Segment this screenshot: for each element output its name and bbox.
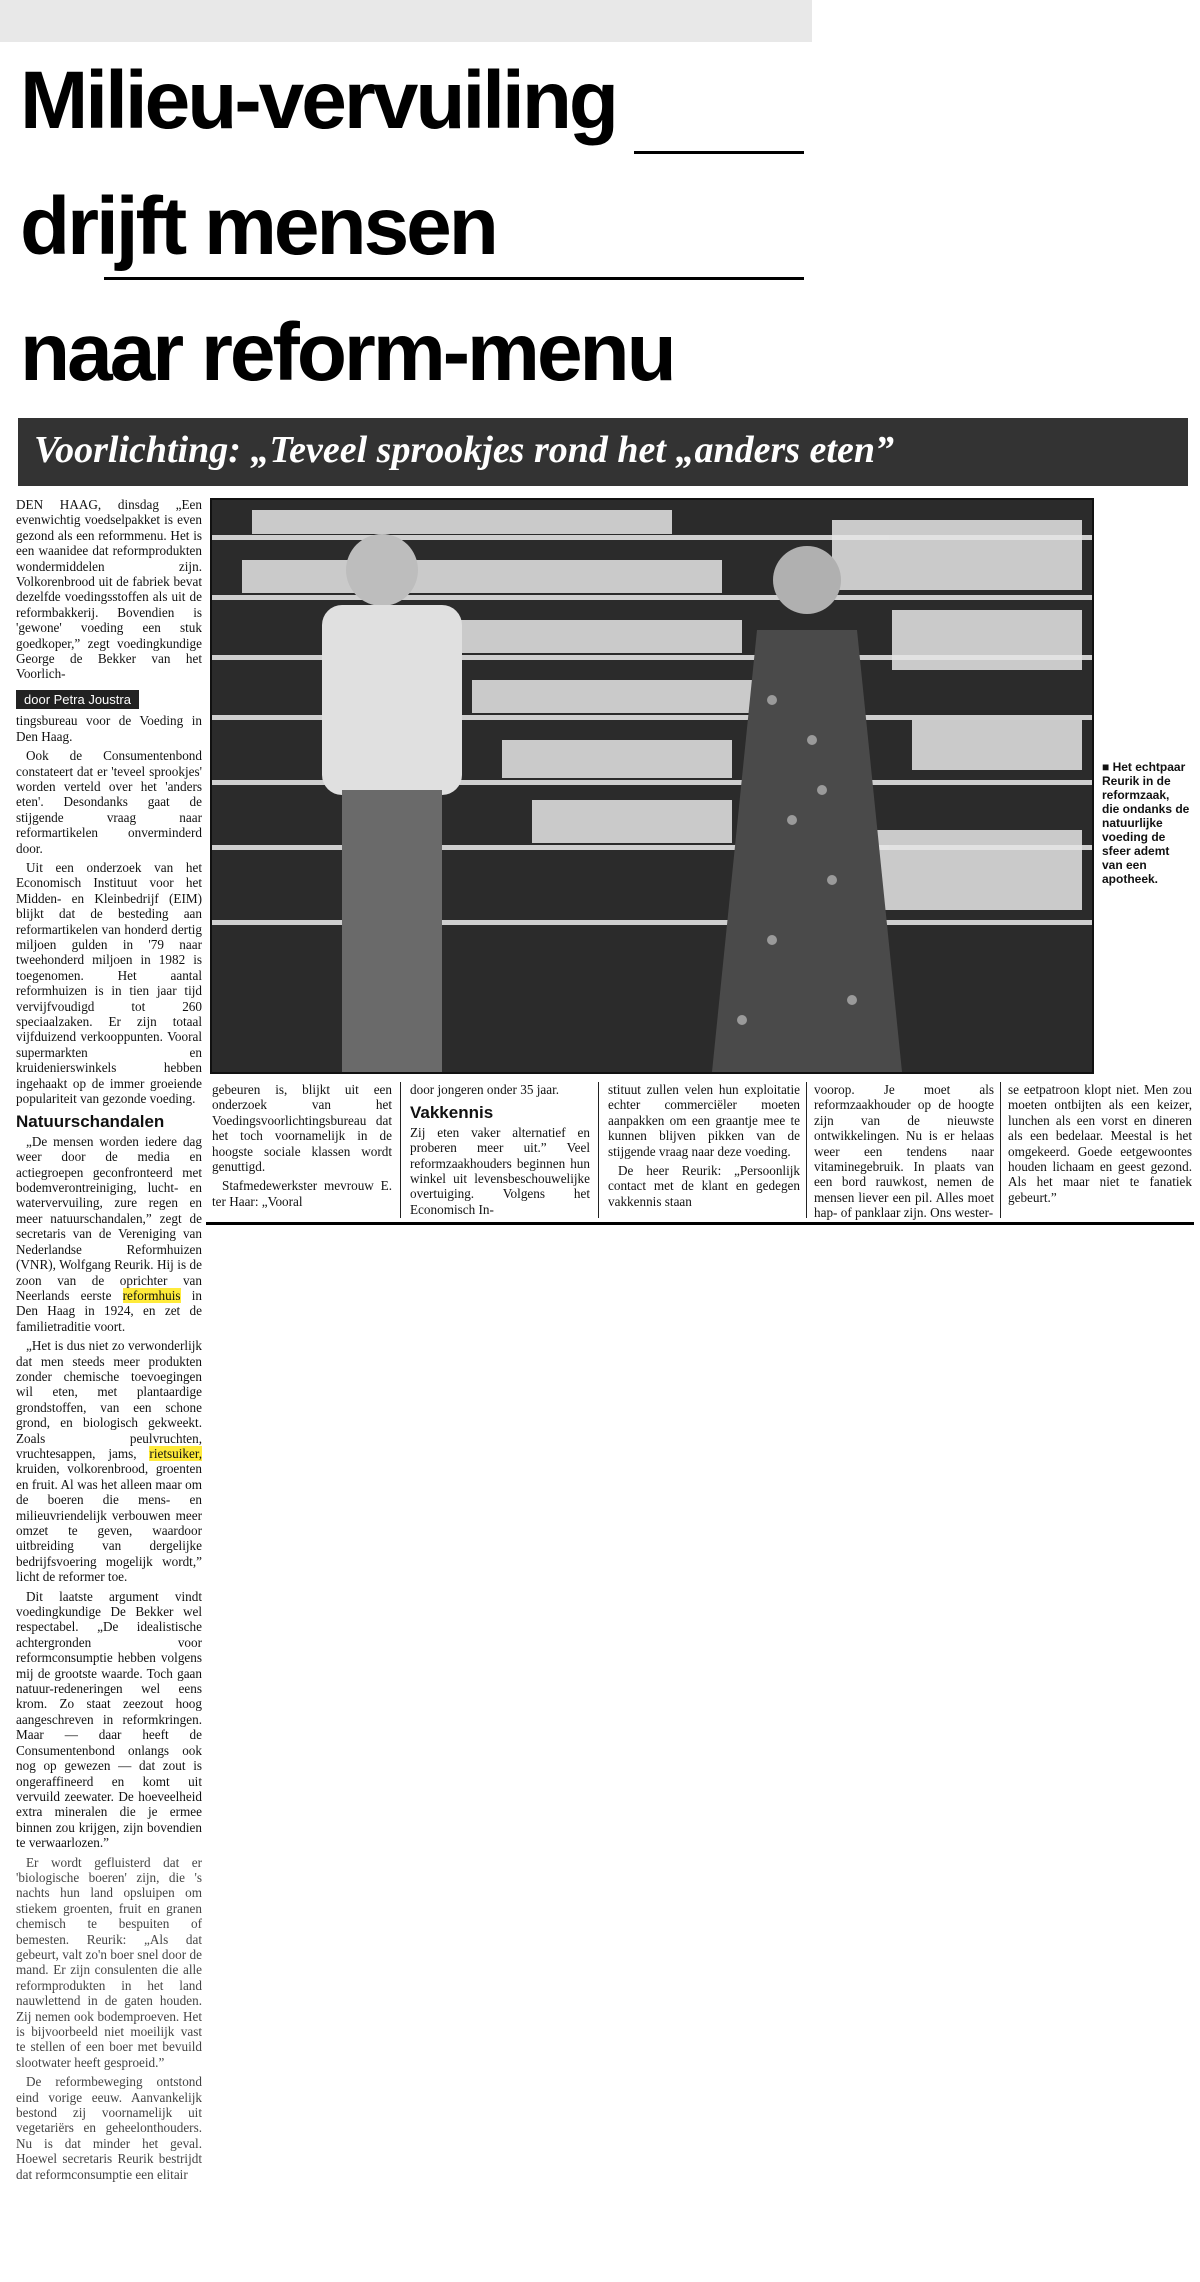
banner (18, 418, 1188, 486)
article-column-5 (814, 1082, 994, 1225)
paragraph: „De mensen worden iedere dag weer door de media en actiegroepen geconfronteerd met bodemverontreiniging, lucht- en watervervuiling, zure regen en meer natuurschandalen,” zegt de secretaris van de Vereniging van Nederlandse Reformhuizen (VNR), Wolfgang Reurik. Hij is de zoon van de oprichter van Neerlands eerste reformhuis in Den Haag in 1924, en zet de familietraditie voort. (16, 1133, 202, 1334)
column-divider (806, 1082, 807, 1218)
clipping-header-strip (0, 0, 812, 42)
headline-rule (104, 277, 804, 280)
paragraph: se eetpatroon klopt niet. Men zou moeten ontbijten als een keizer, lunchen als een vorst en dineren als een bedelaar. Meestal is het omgekeerd. Goede eetgewoontes houden lichaam en geest gezond. Als het maar niet te fanatiek gebeurt.” (1008, 1082, 1192, 1205)
paragraph: Zij eten vaker alternatief en proberen meer uit.” Veel reformzaakhouders beginnen hun winkel uit levensbeschouwelijke overtuiging. Volgens het Economisch In- (410, 1124, 590, 1217)
photo-shop-interior (210, 498, 1094, 1074)
paragraph: voorop. Je moet als reformzaakhouder op de hoogte zijn van de nieuwste ontwikkelingen. Nu is er helaas weer een tendens naar vitaminegebruik. In plaats van een bord rauwkost, nemen de mensen liever een pil. Alles moet hap- of panklaar zijn. Ons wester- (814, 1082, 994, 1221)
paragraph: door jongeren onder 35 jaar. (410, 1082, 560, 1097)
paragraph: Stafmedewerkster mevrouw E. ter Haar: „Vooral (212, 1178, 392, 1209)
photo-caption: ■ Het echtpaar Reurik in de reformzaak, die ondanks de natuurlijke voeding de sfeer ademt van een apotheek. (1102, 760, 1190, 886)
banner-text: Voorlichting: „Teveel sprookjes rond het „anders eten” (34, 429, 894, 471)
article-column-6 (1008, 1082, 1192, 1209)
headline (14, 46, 810, 411)
article-column-1 (16, 497, 202, 2186)
byline: door Petra Joustra (16, 690, 139, 709)
headline-rule (634, 151, 804, 154)
subheading: Vakkennis (410, 1103, 494, 1123)
subheading: Natuurschandalen (16, 1112, 165, 1132)
article-column-2 (212, 1082, 392, 1213)
highlight: reformhuis (122, 1287, 181, 1303)
photo-illustration (212, 500, 1092, 1072)
paragraph: tingsbureau voor de Voeding in Den Haag. (16, 713, 202, 744)
headline-line-1: Milieu-vervuiling (20, 55, 616, 146)
column-divider (1000, 1082, 1001, 1218)
headline-line-3: naar reform-menu (20, 307, 674, 398)
paragraph: „Het is dus niet zo verwonderlijk dat men steeds meer produkten zonder chemische toevoegingen wil eten, met plantaardige grondstoffen, van een schone grond, en biologisch gekweekt. Zoals peulvruchten, vruchtesappen, jams, rietsuiker, kruiden, volkorenbrood, groenten en fruit. Al was het alleen maar om de boeren die mens- en milieuvriendelijk verbouwen meer omzet te geven, waardoor uitbreiding van dergelijke bedrijfsvoering mogelijk wordt,” licht de reformer toe. (16, 1338, 202, 1585)
article-bottom-rule (206, 1222, 1194, 1225)
paragraph: Er wordt gefluisterd dat er 'biologische boeren' zijn, die 's nachts hun land opsluipen om stiekem groenten, fruit en granen chemisch te bespuiten of bemesten. Reurik: „Als dat gebeurt, valt zo'n boer snel door de mand. Er zijn consulenten die alle reformprodukten in het land nauwlettend in de gaten houden. Zij nemen ook bodemproeven. Het is bijvoorbeeld niet moeilijk vast te stellen of een boer met bevuild slootwater heeft gesproeid.” (16, 1854, 202, 2070)
article-column-3 (410, 1082, 590, 1221)
article-column-4 (608, 1082, 800, 1213)
paragraph: stituut zullen velen hun exploitatie echter commerciëler moeten aanpakken om een graantje mee te kunnen blijven pikken van de stijgende vraag naar deze voeding. (608, 1082, 800, 1159)
column-divider (598, 1082, 599, 1218)
highlight: rietsuiker, (149, 1445, 202, 1461)
paragraph: Uit een onderzoek van het Economisch Instituut voor het Midden- en Kleinbedrijf (EIM) blijkt dat de besteding aan reformartikelen van honderd dertig miljoen gulden in '79 naar tweehonderd miljoen in 1982 is toegenomen. Het aantal reformhuizen is in tien jaar tijd vervijfvoudigd tot 260 speciaalzaken. Er zijn totaal vijfduizend verkooppunten. Vooral supermarkten en kruidenierswinkels hebben ingehaakt op de immer groeiende populariteit van gezonde voeding. (16, 859, 202, 1107)
paragraph: gebeuren is, blijkt uit een onderzoek van het Voedingsvoorlichtingsbureau dat het toch voornamelijk in de hoogste sociale klassen wordt genuttigd. (212, 1082, 392, 1175)
column-divider (400, 1082, 401, 1218)
headline-line-2: drijft mensen (20, 181, 496, 272)
lead-paragraph: DEN HAAG, dinsdag „Een evenwichtig voedselpakket is even gezond als een reformmenu. Het is een waanidee dat reformprodukten wondermiddelen zijn. Volkorenbrood uit de fabriek bevat dezelfde voedingsstoffen als uit de reformbakkerij. Bovendien is 'gewone' voeding een stuk goedkoper,” zegt voedingkundige George de Bekker van het Voorlich- (16, 497, 202, 682)
paragraph: Ook de Consumentenbond constateert dat er 'teveel sprookjes' worden verteld over het 'anders eten'. Desondanks gaat de stijgende vraag naar reformartikelen onverminderd door. (16, 748, 202, 856)
paragraph: De heer Reurik: „Persoonlijk contact met de klant en gedegen vakkennis staan (608, 1163, 800, 1209)
paragraph: De reformbeweging ontstond eind vorige eeuw. Aanvankelijk bestond zij voornamelijk uit vegetariërs en geheelonthouders. Nu is dat minder het geval. Hoewel secretaris Reurik bestrijdt dat reformconsumptie een elitair (16, 2074, 202, 2182)
paragraph: Dit laatste argument vindt voedingkundige De Bekker wel respectabel. „De idealistische achtergronden voor reformconsumptie hebben volgens mij de grootste waarde. Toch gaan natuur-redeneringen wel eens krom. Zo staat zeezout hoog aangeschreven in reformkringen. Maar — daar heeft de Consumentenbond onlangs ook nog op gewezen — dat zout is ongeraffineerd en komt uit vervuild zeewater. De hoeveelheid extra mineralen die je ermee binnen zou krijgen, zijn bovendien te verwaarlozen.” (16, 1588, 202, 1851)
